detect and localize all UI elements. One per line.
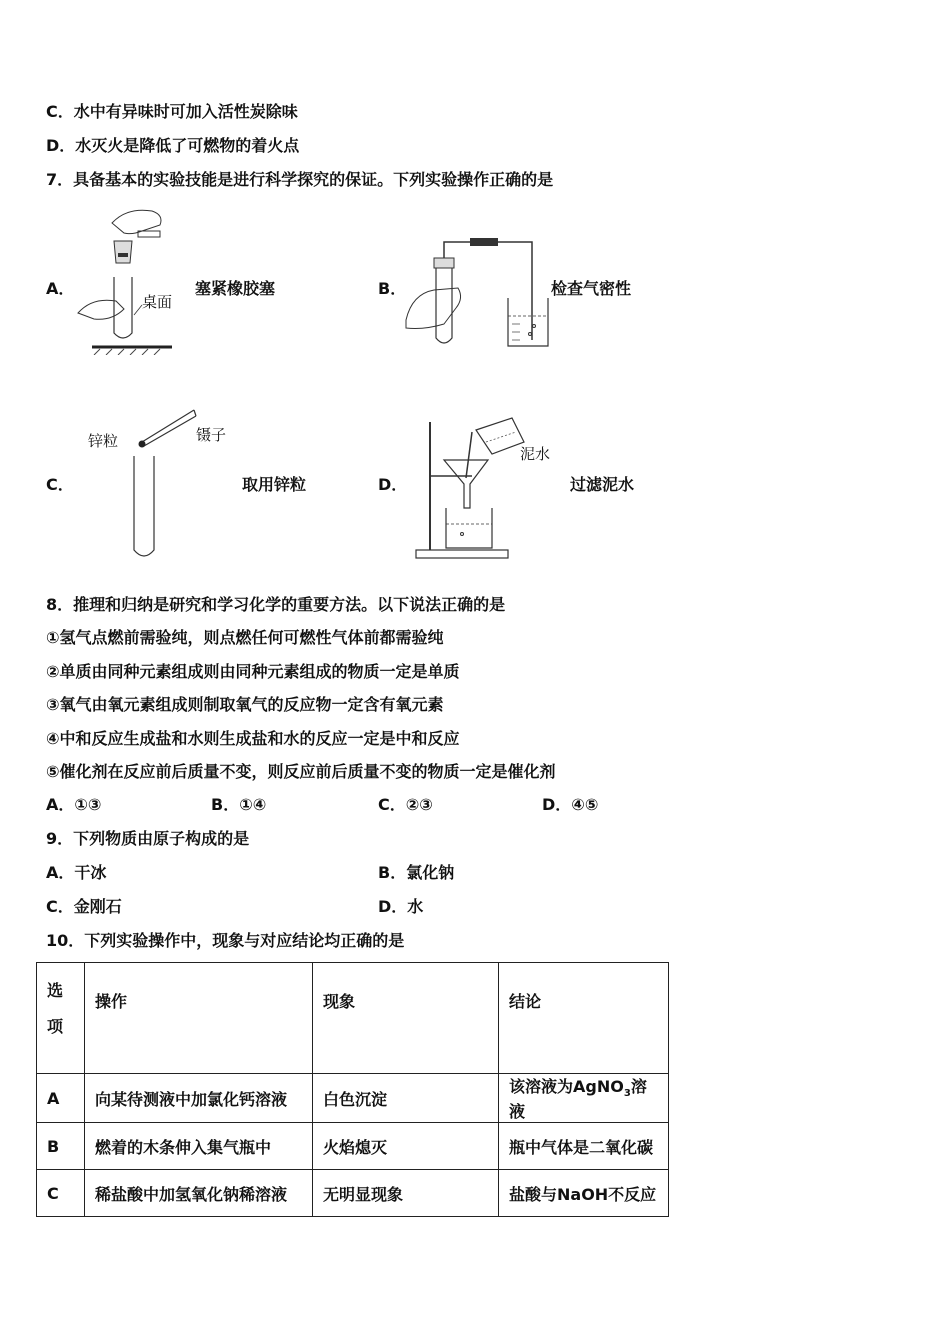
q8-option-a: A．①③ xyxy=(46,795,102,814)
q9-option-a: A．干冰 xyxy=(46,863,107,882)
q8-statement-4: ④中和反应生成盐和水则生成盐和水的反应一定是中和反应 xyxy=(46,729,460,748)
q6-option-d: D．水灭火是降低了可燃物的着火点 xyxy=(46,136,300,155)
q9-stem: 9．下列物质由原子构成的是 xyxy=(46,829,250,848)
q8-statement-1: ①氢气点燃前需验纯，则点燃任何可燃性气体前都需验纯 xyxy=(46,628,444,647)
q10-header-row xyxy=(37,963,669,1074)
q7-a-figure xyxy=(72,205,182,355)
q9-option-b: B．氯化钠 xyxy=(378,863,455,882)
table-row xyxy=(37,1074,669,1123)
q10-row-a-phenomenon: 白色沉淀 xyxy=(313,1074,499,1123)
q7-b-caption: 检查气密性 xyxy=(551,279,632,298)
q10-header-conclusion: 结论 xyxy=(499,963,669,1074)
q7-b-letter: B． xyxy=(378,279,407,298)
q9-option-d: D．水 xyxy=(378,897,424,916)
table-row xyxy=(37,1170,669,1217)
q7-a-letter: A． xyxy=(46,279,75,298)
q7-d-figure xyxy=(412,412,552,562)
q9-option-c: C．金刚石 xyxy=(46,897,122,916)
q7-d-letter: D． xyxy=(378,475,408,494)
q8-option-d: D．④⑤ xyxy=(542,795,599,814)
q7-c-letter: C． xyxy=(46,475,74,494)
q10-row-c-operation: 稀盐酸中加氢氧化钠稀溶液 xyxy=(85,1170,313,1217)
q7-c-tweezers-label: 镊子 xyxy=(196,426,227,444)
q7-d-muddy-water-label: 泥水 xyxy=(520,445,551,463)
q10-row-a-option: A xyxy=(37,1074,85,1123)
q10-stem: 10．下列实验操作中，现象与对应结论均正确的是 xyxy=(46,931,405,950)
q10-row-c-phenomenon: 无明显现象 xyxy=(313,1170,499,1217)
q10-row-a-conclusion: 该溶液为AgNO$_3$溶液 xyxy=(499,1074,669,1123)
q10-header-operation: 操作 xyxy=(85,963,313,1074)
q7-a-desk-label: 桌面 xyxy=(142,293,173,311)
q10-header-phenomenon: 现象 xyxy=(313,963,499,1074)
q8-statement-3: ③氧气由氧元素组成则制取氧气的反应物一定含有氧元素 xyxy=(46,695,444,714)
q10-row-b-conclusion: 瓶中气体是二氧化碳 xyxy=(499,1123,669,1170)
q10-row-a-operation: 向某待测液中加氯化钙溶液 xyxy=(85,1074,313,1123)
q7-b-figure xyxy=(404,228,554,353)
q7-c-figure xyxy=(86,404,236,564)
q10-row-b-phenomenon: 火焰熄灭 xyxy=(313,1123,499,1170)
q10-row-c-conclusion: 盐酸与NaOH不反应 xyxy=(499,1170,669,1217)
q7-c-zinc-label: 锌粒 xyxy=(88,432,119,450)
q6-option-c: C．水中有异味时可加入活性炭除味 xyxy=(46,102,298,121)
q8-stem: 8．推理和归纳是研究和学习化学的重要方法。以下说法正确的是 xyxy=(46,595,506,614)
q8-option-b: B．①④ xyxy=(211,795,267,814)
q10-header-option: 选 项 xyxy=(37,963,85,1074)
q7-c-caption: 取用锌粒 xyxy=(242,475,307,494)
q7-a-caption: 塞紧橡胶塞 xyxy=(195,279,276,298)
q10-row-b-operation: 燃着的木条伸入集气瓶中 xyxy=(85,1123,313,1170)
q8-statement-2: ②单质由同种元素组成则由同种元素组成的物质一定是单质 xyxy=(46,662,460,681)
q7-stem: 7．具备基本的实验技能是进行科学探究的保证。下列实验操作正确的是 xyxy=(46,170,554,189)
q10-table xyxy=(36,962,669,1217)
q7-d-caption: 过滤泥水 xyxy=(570,475,635,494)
q8-statement-5: ⑤催化剂在反应前后质量不变，则反应前后质量不变的物质一定是催化剂 xyxy=(46,762,556,781)
q10-row-b-option: B xyxy=(37,1123,85,1170)
q10-row-c-option: C xyxy=(37,1170,85,1217)
table-row xyxy=(37,1123,669,1170)
q8-option-c: C．②③ xyxy=(378,795,433,814)
